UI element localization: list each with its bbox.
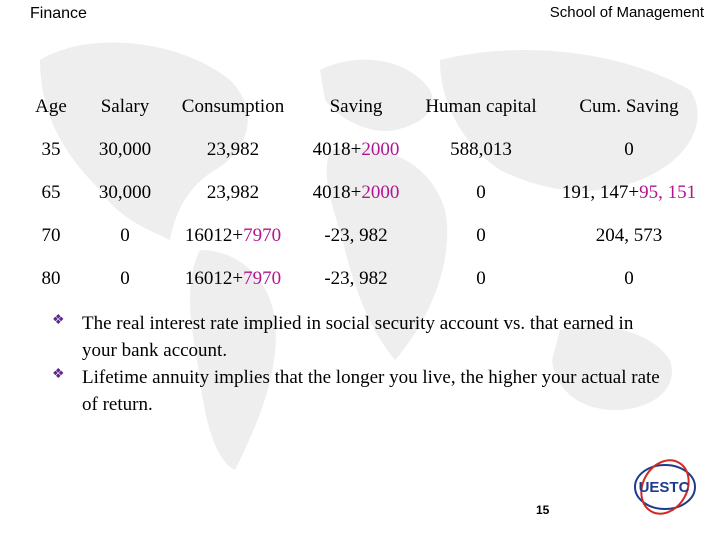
bullet-item (52, 310, 662, 364)
table-row (20, 128, 710, 171)
saving-extra: 2000 (361, 181, 400, 203)
cell-salary: 30,000 (98, 138, 152, 160)
cell-consumption: 23,982 (206, 181, 260, 203)
bullet-list (52, 310, 662, 418)
cell-consumption (168, 214, 298, 257)
table-row (20, 214, 710, 257)
table-header-row (20, 86, 710, 128)
cell-salary: 0 (120, 224, 130, 246)
cell-salary: 0 (120, 267, 130, 289)
bullet-text: The real interest rate implied in social security account vs. that earned in your bank account. (82, 313, 634, 361)
table-row (20, 257, 710, 300)
bullet-text: Lifetime annuity implies that the longer you live, the higher your actual rate of return. (82, 367, 660, 415)
saving-base: 4018+ (312, 138, 362, 160)
cell-age: 80 (41, 267, 61, 289)
consumption-base: 16012+ (184, 224, 244, 246)
cell-saving: -23, 982 (324, 267, 388, 289)
cell-cum-saving: 204, 573 (595, 224, 663, 246)
header-age: Age (35, 96, 67, 117)
header-human-capital: Human capital (425, 96, 537, 117)
cum-base: 191, 147+ (561, 181, 640, 203)
cell-age: 70 (41, 224, 61, 246)
diamond-bullet-icon: ❖ (52, 313, 65, 328)
cell-saving: -23, 982 (324, 224, 388, 246)
course-title: Finance (30, 5, 87, 22)
table-row (20, 171, 710, 214)
logo-text: UESTC (638, 479, 690, 496)
header-consumption: Consumption (181, 96, 285, 117)
consumption-extra: 7970 (243, 224, 282, 246)
cell-salary: 30,000 (98, 181, 152, 203)
savings-table (20, 86, 710, 300)
cell-human-capital: 0 (476, 224, 486, 246)
header-saving: Saving (329, 96, 383, 117)
cell-consumption (168, 257, 298, 300)
cell-cum-saving: 0 (624, 138, 634, 160)
cell-saving (298, 128, 414, 171)
cell-cum-saving: 0 (624, 267, 634, 289)
cell-age: 65 (41, 181, 61, 203)
consumption-extra: 7970 (243, 267, 282, 289)
diamond-bullet-icon: ❖ (52, 367, 65, 382)
cell-human-capital: 0 (476, 181, 486, 203)
consumption-base: 16012+ (184, 267, 244, 289)
header-cum-saving: Cum. Saving (579, 96, 679, 117)
cell-cum-saving (548, 171, 710, 214)
page-number: 15 (536, 503, 550, 517)
cell-age: 35 (41, 138, 61, 160)
cell-human-capital: 588,013 (450, 138, 512, 160)
bullet-item (52, 364, 662, 418)
school-title: School of Management (549, 4, 704, 21)
saving-base: 4018+ (312, 181, 362, 203)
header-salary: Salary (100, 96, 150, 117)
cell-human-capital: 0 (476, 267, 486, 289)
cum-extra: 95, 151 (639, 181, 697, 203)
uestc-logo (622, 455, 706, 521)
saving-extra: 2000 (361, 138, 400, 160)
cell-consumption: 23,982 (206, 138, 260, 160)
cell-saving (298, 171, 414, 214)
